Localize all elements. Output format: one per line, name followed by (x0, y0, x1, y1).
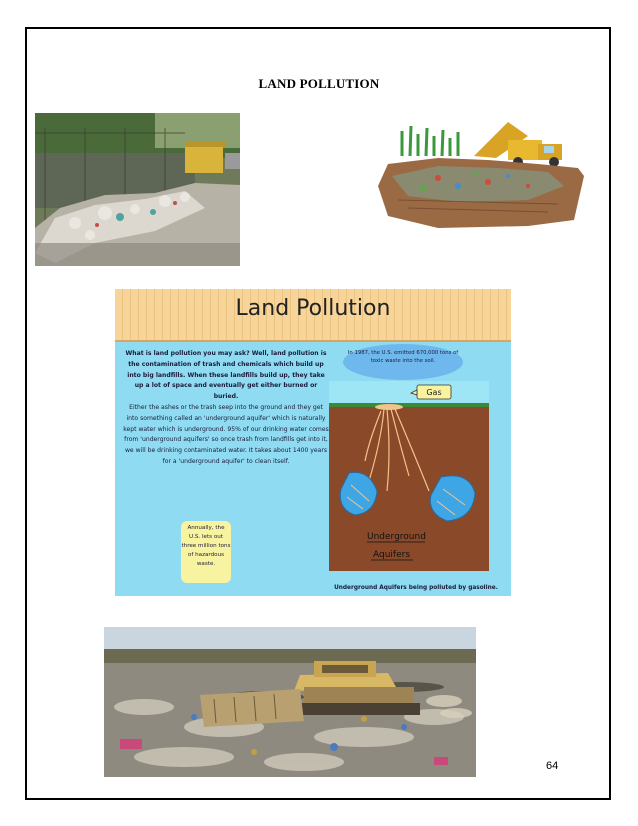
trash-pile-photo (35, 113, 240, 266)
infographic-paragraph-bold: What is land pollution you may ask? Well, land pollution is the contamination of trash and chemicals which build up into big landfills. When these landfills build up, they take up a lot of space and eventually get either burned or buried. (125, 350, 327, 401)
infographic-title: Land Pollution (235, 296, 391, 321)
hazardous-waste-note: Annually, the U.S. lets out three million tons of hazardous waste. (181, 521, 231, 583)
landfill-truck-illustration (378, 116, 584, 232)
toxic-waste-note: In 1987, the U.S. emitted 670,000 tons of toxic waste into the soil. (343, 344, 463, 380)
infographic-caption: Underground Aquifers being polluted by gasoline. (334, 585, 498, 591)
page-title-text: LAND POLLUTION (258, 76, 380, 91)
diagram-gas-label: Gas (426, 388, 442, 397)
diagram-label-underground: Underground (367, 532, 426, 542)
land-pollution-infographic (115, 289, 511, 596)
page-number: 64 (546, 760, 559, 772)
landfill-bulldozer-photo (104, 627, 476, 777)
infographic-paragraph: Either the ashes or the trash seep into the ground and they get into something called an 'underground aquifer' which is naturally kept water which is underground. 95% of our drinking water comes from 'underground aquifers' so once trash from landfills get into it, we will be drinking contaminated water. It takes about 1400 years for a 'underground aquifer' to clean itself. (123, 403, 329, 465)
page-title (0, 76, 638, 92)
diagram-label-aquifers: Aquifers (373, 550, 411, 560)
aquifer-diagram (329, 381, 489, 571)
infographic-body (123, 349, 329, 468)
